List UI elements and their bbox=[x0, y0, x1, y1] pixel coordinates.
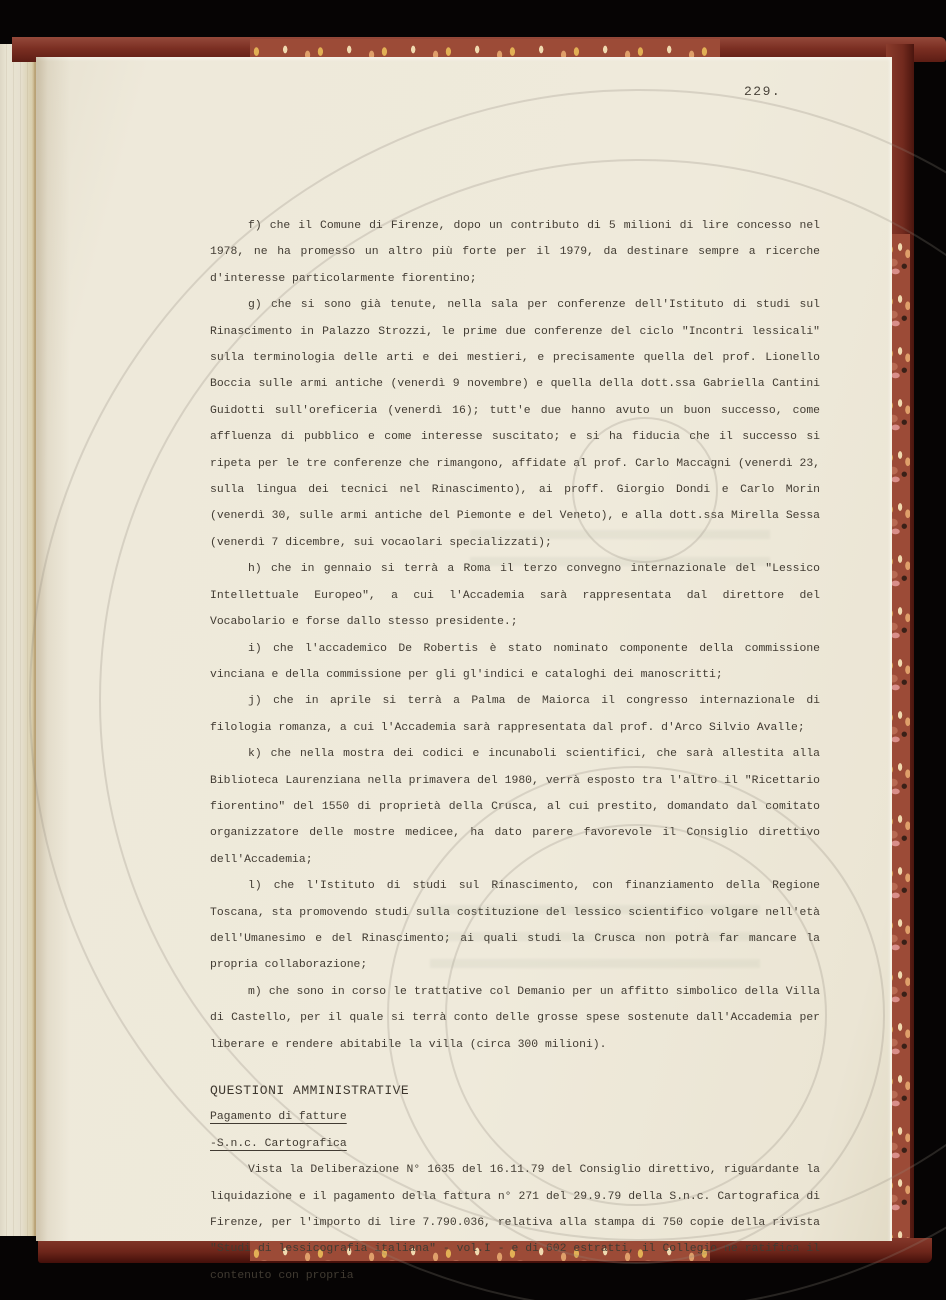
paragraph-l: l) che l'Istituto di studi sul Rinascimento, con finanziamento della Regione Toscana, sta promovendo studi sulla costituzione del lessico scientifico volgare nell'età dell'Umanesimo e del Rinascimento; ai quali studi la Crusca non potrà far mancare la propria collaborazione; bbox=[210, 880, 820, 972]
paragraph-h: h) che in gennaio si terrà a Roma il terzo convegno internazionale del "Lessico Intellettuale Europeo", a cui l'Accademia sarà rappresentata dal direttore del Vocabolario e forse dallo stesso presidente.; bbox=[210, 563, 820, 629]
gutter-shadow bbox=[36, 57, 70, 1241]
closing-paragraph: Vista la Deliberazione N° 1635 del 16.11.79 del Consiglio direttivo, riguardante la liquidazione e il pagamento della fattura n° 271 del 29.9.79 della S.n.c. Cartografica di Firenze, per l'importo di lire 7.790.036, relativa alla stampa di 750 copie della rivista "Studi di lessicografia italiana" - vol.I - e di 602 estratti, il Collegio ne ratifica il contenuto con propria bbox=[210, 1164, 820, 1282]
paragraph-i: i) che l'accademico De Robertis è stato nominato componente della commissione vinciana e della commissione per gli gl'indici e cataloghi dei manoscritti; bbox=[210, 642, 820, 681]
item-heading: -S.n.c. Cartografica bbox=[210, 1137, 347, 1150]
typescript-page bbox=[36, 57, 890, 1282]
typescript-text bbox=[210, 213, 820, 1289]
page-stack-edge bbox=[0, 44, 37, 1236]
book-cover-right-edge bbox=[886, 44, 914, 1256]
paragraph-j: j) che in aprile si terrà a Palma de Maiorca il congresso internazionale di filologia romanza, a cui l'Accademia sarà rappresentata dal prof. d'Arco Silvio Avalle; bbox=[210, 695, 820, 734]
subsection-heading: Pagamento di fatture bbox=[210, 1111, 347, 1124]
paragraph-f: f) che il Comune di Firenze, dopo un contributo di 5 milioni di lire concesso nel 1978, ne ha promesso un altro più forte per il 1979, da destinare sempre a ricerche d'interesse particolarmente fiorentino; bbox=[210, 220, 820, 285]
paragraph-m: m) che sono in corso le trattative col Demanio per un affitto simbolico della Villa di Castello, per il quale si terrà conto delle grosse spese sostenute dall'Accademia per liberare e rendere abitabile la villa (circa 300 milioni). bbox=[210, 985, 820, 1051]
section-heading: QUESTIONI AMMINISTRATIVE bbox=[210, 1083, 410, 1098]
marbled-endpaper-right bbox=[888, 234, 910, 1244]
paragraph-k: k) che nella mostra dei codici e incunaboli scientifici, che sarà allestita alla Biblioteca Laurenziana nella primavera del 1980, verrà esposto tra l'altro il "Ricettario fiorentino" del 1550 di proprietà della Crusca, al cui prestito, domandato dal comitato organizzatore delle mostre medicee, ha dato parere favorevole il Consiglio direttivo dell'Accademia; bbox=[210, 748, 820, 866]
page-number: 229. bbox=[744, 84, 782, 99]
paragraph-g: g) che si sono già tenute, nella sala per conferenze dell'Istituto di studi sul Rinascimento in Palazzo Strozzi, le prime due conferenze del ciclo "Incontri lessicali" sulla terminologia delle arti e dei mestieri, e precisamente quella del prof. Lionello Boccia sulle armi antiche (venerdì 9 novembre) e quella della dott.ssa Gabriella Cantini Guidotti sull'oreficeria (venerdì 16); tutt'e due hanno avuto un buon successo, come affluenza di pubblico e come interesse suscitato; e si ha fiducia che il successo si ripeta per le tre conferenze che rimangono, affidate al prof. Carlo Maccagni (venerdì 23, sulla lingua dei tecnici nel Rinascimento), ai proff. Giorgio Dondi e Carlo Morin (venerdì 30, sulle armi antiche del Piemonte e del Veneto), e alla dott.ssa Mirella Sessa (venerdì 7 dicembre, sui vocaolari specializzati); bbox=[210, 299, 820, 549]
